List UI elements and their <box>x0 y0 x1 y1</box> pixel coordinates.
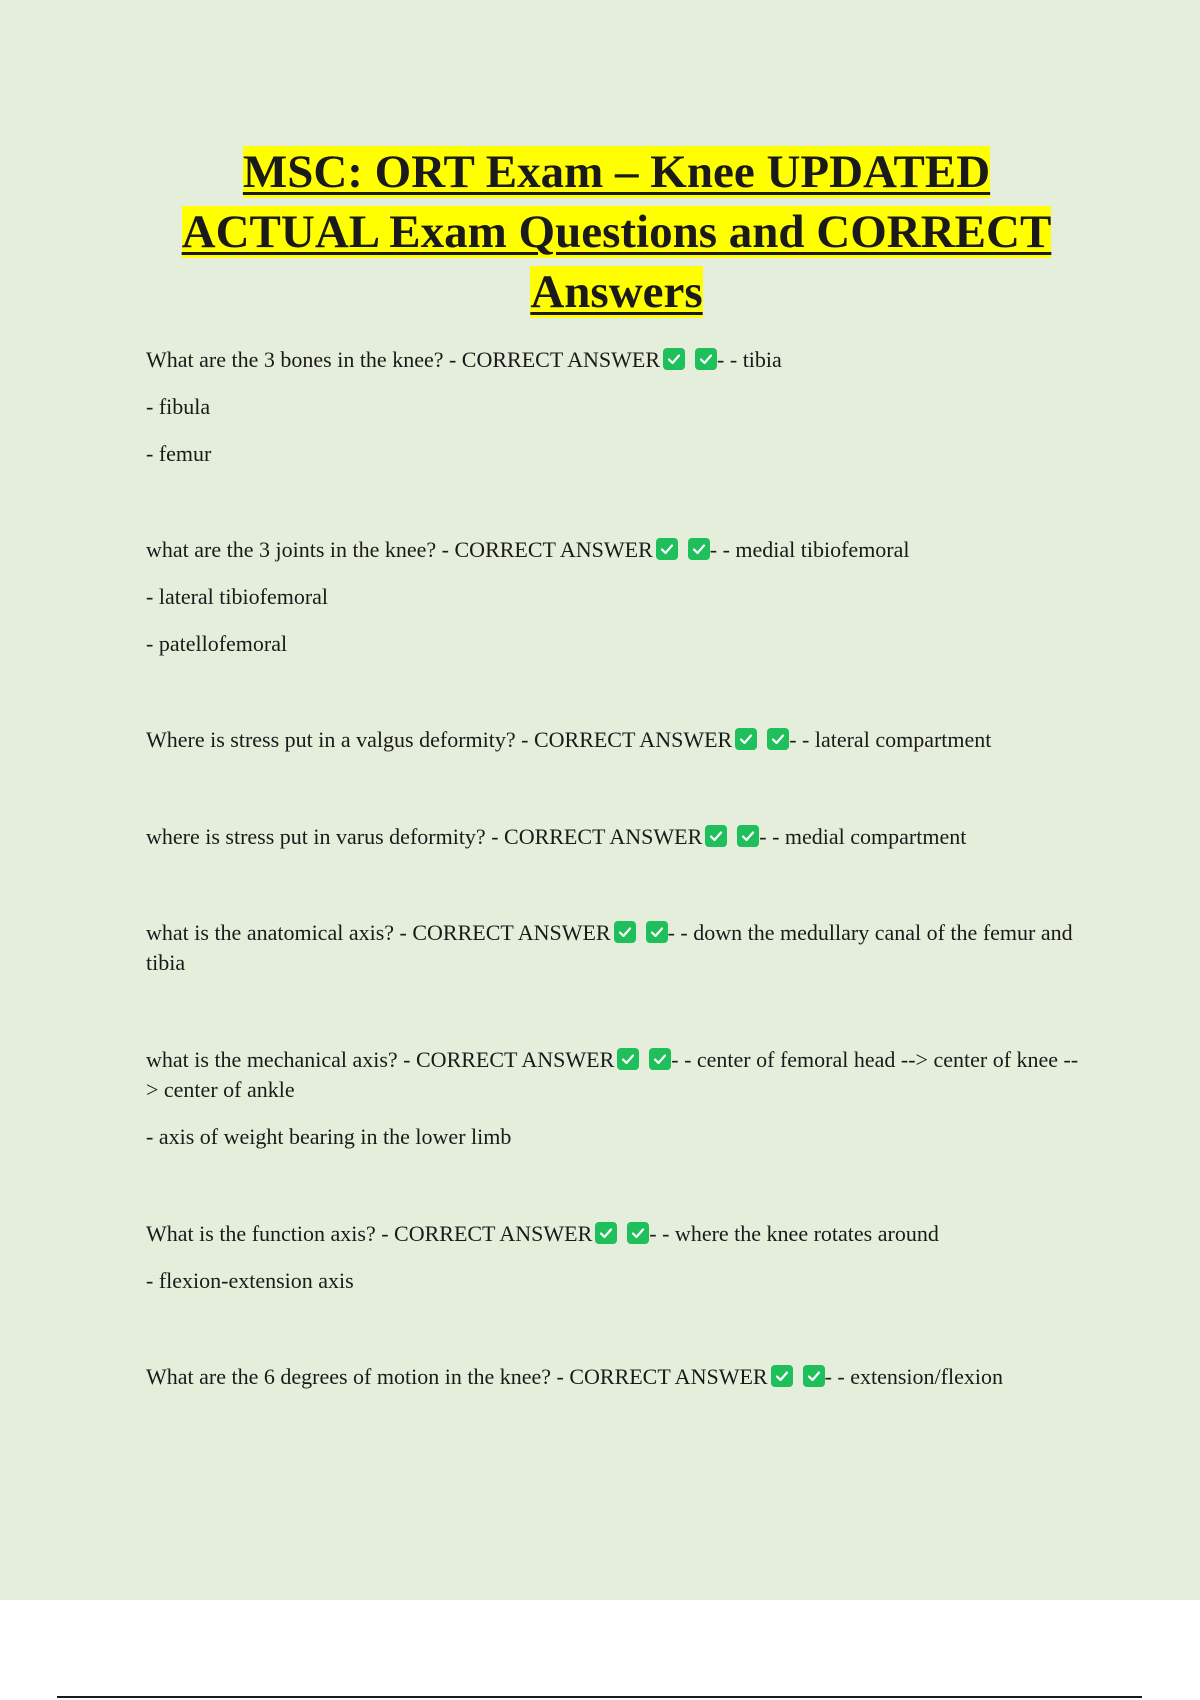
question-text: what are the 3 joints in the knee? - CORRECT ANSWER <box>146 537 653 562</box>
title-line: MSC: ORT Exam – Knee UPDATED <box>242 146 991 198</box>
check-box-icon <box>614 921 636 943</box>
question-text: what is the mechanical axis? - CORRECT ANSWER <box>146 1047 615 1072</box>
answer-text: - - medial compartment <box>759 824 967 849</box>
qa-question-line <box>146 1045 1086 1105</box>
question-text: What are the 6 degrees of motion in the knee? - CORRECT ANSWER <box>146 1364 768 1389</box>
check-box-icon <box>767 728 789 750</box>
answer-text: - - down the medullary canal of the femur and tibia <box>146 920 1073 975</box>
check-box-icon <box>688 538 710 560</box>
answer-text: - - tibia <box>717 347 782 372</box>
check-box-icon <box>695 348 717 370</box>
answer-extra-line: - fibula <box>146 394 211 419</box>
answer-text: - - where the knee rotates around <box>649 1221 939 1246</box>
check-box-icon <box>705 825 727 847</box>
qa-item <box>146 345 1086 469</box>
qa-question-line <box>146 918 1086 978</box>
check-box-icon <box>771 1365 793 1387</box>
qa-question-line <box>146 725 1086 755</box>
qa-item <box>146 535 1086 659</box>
qa-item <box>146 1219 1086 1296</box>
answer-text: - - center of femoral head --> center of knee --> center of ankle <box>146 1047 1079 1102</box>
qa-item <box>146 725 1086 755</box>
footer-divider <box>57 1696 1142 1698</box>
document-title <box>120 142 1113 322</box>
answer-extra-line: - lateral tibiofemoral <box>146 584 329 609</box>
qa-item <box>146 1045 1086 1152</box>
qa-question-line <box>146 1362 1086 1392</box>
answer-text: - - medial tibiofemoral <box>709 537 910 562</box>
check-box-icon <box>646 921 668 943</box>
qa-question-line <box>146 535 1086 565</box>
check-box-icon <box>663 348 685 370</box>
answer-extra-line: - flexion-extension axis <box>146 1268 354 1293</box>
qa-item <box>146 918 1086 978</box>
question-text: What is the function axis? - CORRECT ANSWER <box>146 1221 593 1246</box>
answer-text: - - extension/flexion <box>824 1364 1003 1389</box>
check-box-icon <box>617 1048 639 1070</box>
question-text: What are the 3 bones in the knee? - CORRECT ANSWER <box>146 347 661 372</box>
question-text: Where is stress put in a valgus deformity? - CORRECT ANSWER <box>146 727 733 752</box>
answer-extra-line: - axis of weight bearing in the lower limb <box>146 1124 512 1149</box>
question-text: what is the anatomical axis? - CORRECT ANSWER <box>146 920 611 945</box>
qa-item <box>146 822 1086 852</box>
check-box-icon <box>656 538 678 560</box>
check-box-icon <box>627 1222 649 1244</box>
check-box-icon <box>595 1222 617 1244</box>
title-line: ACTUAL Exam Questions and CORRECT <box>181 206 1052 258</box>
question-text: where is stress put in varus deformity? - CORRECT ANSWER <box>146 824 703 849</box>
answer-extra-line: - patellofemoral <box>146 631 288 656</box>
qa-question-line <box>146 345 1086 375</box>
title-line: Answers <box>530 266 703 318</box>
check-box-icon <box>737 825 759 847</box>
check-box-icon <box>735 728 757 750</box>
qa-question-line <box>146 1219 1086 1249</box>
check-box-icon <box>649 1048 671 1070</box>
answer-extra-line: - femur <box>146 441 212 466</box>
qa-item <box>146 1362 1086 1392</box>
check-box-icon <box>803 1365 825 1387</box>
qa-question-line <box>146 822 1086 852</box>
answer-text: - - lateral compartment <box>789 727 992 752</box>
